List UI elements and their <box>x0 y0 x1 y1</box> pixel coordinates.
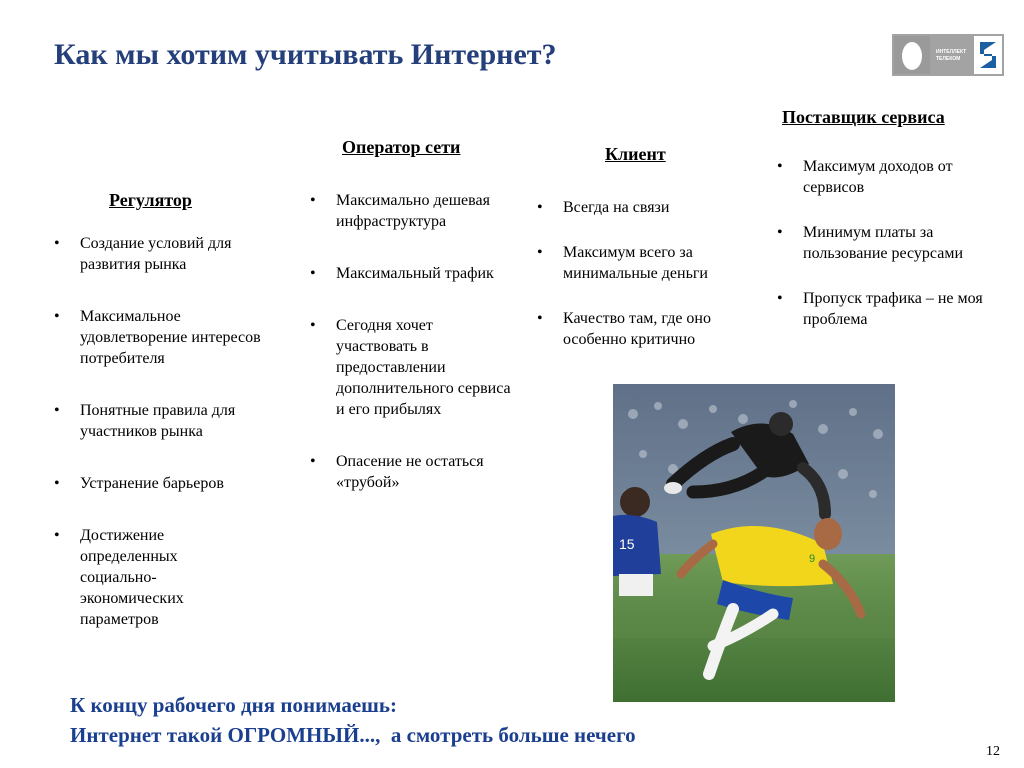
client-heading: Клиент <box>605 144 666 164</box>
closing-line-1: К концу рабочего дня понимаешь: <box>70 693 397 717</box>
list-item: • Качество там, где оно особенно критично <box>533 308 763 350</box>
closing-remark <box>70 690 636 750</box>
list-item: • Сегодня хочет участвовать в предоставлении дополнительного сервиса и его прибылях <box>306 315 516 420</box>
svg-text:ИНТЕЛЛЕКТ: ИНТЕЛЛЕКТ <box>936 49 967 55</box>
svg-text:ТЕЛЕКОМ: ТЕЛЕКОМ <box>936 56 961 62</box>
svg-text:9: 9 <box>809 553 816 565</box>
intellect-telecom-logo <box>892 34 1004 76</box>
client-column <box>533 143 763 350</box>
list-item: • Максимальное удовлетворение интересов потребителя <box>50 306 290 369</box>
list-item: • Пропуск трафика – не моя проблема <box>773 288 1003 330</box>
closing-line-2: Интернет такой ОГРОМНЫЙ..., а смотреть больше нечего <box>70 723 636 747</box>
regulator-heading: Регулятор <box>109 190 192 210</box>
network-operator-bullets <box>306 190 531 493</box>
list-item: • Максимум всего за минимальные деньги <box>533 242 748 284</box>
page-number: 12 <box>986 744 1000 759</box>
svg-text:15: 15 <box>619 536 635 552</box>
regulator-column <box>50 189 290 630</box>
list-item: • Понятные правила для участников рынка <box>50 400 290 442</box>
list-item: • Максимальный трафик <box>306 263 506 284</box>
list-item: • Опасение не остаться «трубой» <box>306 451 531 493</box>
service-provider-column <box>773 106 1013 330</box>
slide-title: Как мы хотим учитывать Интернет? <box>54 38 557 71</box>
list-item: • Максимально дешевая инфраструктура <box>306 190 496 232</box>
list-item: • Устранение барьеров <box>50 473 290 494</box>
service-provider-bullets <box>773 156 1013 330</box>
network-operator-heading: Оператор сети <box>342 137 461 157</box>
network-operator-column <box>306 136 531 493</box>
list-item: • Максимум доходов от сервисов <box>773 156 1003 198</box>
list-item: • Всегда на связи <box>533 197 763 218</box>
list-item: • Достижение определенных социально-экономических параметров <box>50 525 248 630</box>
service-provider-heading: Поставщик сервиса <box>782 107 945 127</box>
list-item: • Создание условий для развития рынка <box>50 233 290 275</box>
client-bullets <box>533 197 763 350</box>
list-item: • Минимум платы за пользование ресурсами <box>773 222 968 264</box>
regulator-bullets <box>50 233 290 630</box>
football-tackle-photo <box>613 384 895 702</box>
